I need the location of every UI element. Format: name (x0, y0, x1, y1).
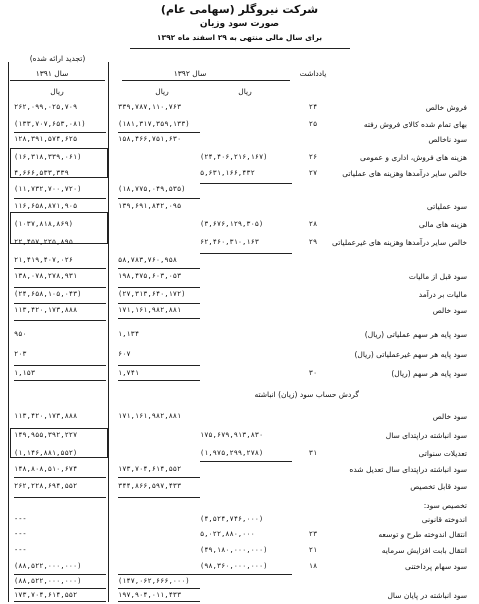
subtotal-rule (14, 601, 106, 602)
row-value-prior: (۱,۱۴۶,۸۸۱,۵۵۲) (14, 449, 78, 457)
subtotal-rule (118, 287, 200, 288)
row-note: ۲۷ (308, 169, 318, 177)
subtotal-rule (14, 268, 106, 269)
subtotal-rule (14, 132, 106, 133)
row-value-prior: (۸۸,۵۲۲,۰۰۰,۰۰۰) (14, 562, 82, 570)
column-divider (108, 62, 109, 602)
row-note: ۲۵ (308, 120, 318, 128)
row-label: خالص سایر درآمدها وهزینه های غیرعملیاتی (331, 238, 467, 247)
row-label: سود انباشته در پایان سال (387, 591, 467, 600)
note-column-header: یادداشت (299, 69, 327, 78)
row-note: ۲۸ (308, 220, 318, 228)
subtotal-rule (200, 253, 292, 254)
row-label: تعدیلات سنواتی (418, 449, 467, 458)
row-value-current: ۱۹۷,۹۰۴,۰۱۱,۴۳۳ (118, 591, 182, 599)
subtotal-rule (200, 461, 292, 462)
row-note: ۲۱ (308, 546, 318, 554)
subtotal-rule (14, 365, 106, 366)
row-value-detail: (۹۸,۳۶۰,۰۰۰,۰۰۰) (200, 562, 268, 570)
subtotal-rule (118, 477, 200, 478)
subtotal-rule (118, 303, 200, 304)
row-value-prior: --- (14, 530, 27, 538)
row-label: هزینه های فروش، اداری و عمومی (360, 153, 467, 162)
subtotal-rule (118, 318, 200, 319)
subtotal-rule (118, 198, 200, 199)
year-prior-header: سال ۱۳۹۱ (35, 69, 69, 78)
row-value-current: (۲۷,۳۱۳,۶۴۰,۱۷۲) (118, 290, 186, 298)
row-value-current: ۳۳۹,۷۸۷,۱۱۰,۷۶۳ (118, 103, 182, 111)
subtotal-rule (200, 574, 292, 575)
row-label: سود پایه هر سهم (ریال) (391, 369, 467, 378)
subtotal-rule (118, 268, 200, 269)
row-value-prior: ۱۱۳,۴۲۰,۱۷۳,۸۸۸ (14, 306, 78, 314)
subtotal-rule (14, 303, 106, 304)
row-label: سود پایه هر سهم غیرعملیاتی (ریال) (354, 350, 467, 359)
row-note: ۲۴ (308, 103, 318, 111)
row-value-current: ۱۹۸,۴۷۵,۶۰۳,۰۵۳ (118, 272, 182, 280)
row-value-prior: (۱۱,۷۳۲,۷۰۰,۷۲۰) (14, 185, 82, 193)
row-value-current: (۱۸,۷۷۵,۰۴۹,۵۳۵) (118, 185, 186, 193)
row-note: ۱۸ (308, 562, 318, 570)
subtotal-rule (118, 365, 200, 366)
row-label: سود قبل از مالیات (408, 272, 467, 281)
subtotal-rule (118, 574, 200, 575)
row-label: خالص سایر درآمدها وهزینه های عملیاتی (342, 169, 467, 178)
row-value-prior: ۱۴۸,۸۰۸,۵۱۰,۶۷۴ (14, 465, 78, 473)
row-label: سود قابل تخصیص (410, 482, 467, 491)
subtotal-rule (14, 287, 106, 288)
subtotal-rule (14, 380, 106, 381)
row-value-prior: ۱۱۳,۴۲۰,۱۷۳,۸۸۸ (14, 412, 78, 420)
subtotal-rule (14, 497, 106, 498)
subtotal-rule (200, 183, 292, 184)
subtotal-rule (118, 497, 200, 498)
row-label: سود ناخالص (428, 135, 467, 144)
row-value-prior: (۸۸,۵۲۲,۰۰۰,۰۰۰) (14, 577, 82, 585)
row-note: ۳۰ (308, 369, 318, 377)
row-label: مالیات بر درآمد (418, 290, 467, 299)
row-value-current: ۱۳۹,۶۹۱,۸۴۲,۰۹۵ (118, 202, 182, 210)
row-value-current: ۵۸,۷۸۳,۷۶۰,۹۵۸ (118, 256, 178, 264)
company-title: شرکت نیروگلر (سهامی عام) (160, 3, 319, 16)
statement-title: صورت سود وزیان (199, 19, 280, 29)
row-value-current: ۳۴۴,۸۶۶,۵۹۷,۴۳۳ (118, 482, 182, 490)
row-value-current: ۱,۱۳۴ (118, 330, 140, 338)
row-value-prior: ۱,۱۵۳ (14, 369, 36, 377)
row-value-prior: (۱۰۳۷,۸۱۸,۸۶۹) (14, 220, 74, 228)
row-value-prior: --- (14, 546, 27, 554)
row-value-prior: ۲۶۲,۰۹۹,۰۲۵,۷۰۹ (14, 103, 78, 111)
row-value-prior: ۲۱,۴۱۹,۴۰۷,۰۲۶ (14, 256, 74, 264)
row-value-current: (۱۸۱,۳۱۷,۳۵۹,۱۳۳) (118, 120, 190, 128)
period-subtitle: برای سال مالی منتهی به ۲۹ اسفند ماه ۱۳۹۲ (156, 33, 323, 42)
row-value-prior: --- (14, 515, 27, 523)
row-value-current: ۶۰۷ (118, 350, 131, 358)
row-value-detail: ۱۷۵,۶۷۹,۹۱۳,۸۳۰ (200, 431, 264, 439)
row-value-prior: (۱۳۳,۷۰۷,۶۵۳,۰۸۱) (14, 120, 86, 128)
row-value-current: ۱۷۱,۱۶۱,۹۸۲,۸۸۱ (118, 412, 182, 420)
row-value-current: ۱,۷۴۱ (118, 369, 140, 377)
row-value-current: (۱۴۷,۰۶۲,۶۶۶,۰۰۰) (118, 577, 190, 585)
row-note: ۲۳ (308, 530, 318, 538)
row-value-current: ۱۷۳,۷۰۴,۶۱۴,۵۵۲ (118, 465, 182, 473)
row-value-prior: ۲۶۲,۲۲۸,۶۹۴,۵۵۲ (14, 482, 78, 490)
row-label: سود انباشته دراپتدای سال تعدیل شده (349, 465, 467, 474)
row-value-prior: ۲۲,۴۵۷,۲۲۵,۸۹۵ (14, 238, 74, 246)
currency-label-c2: ریال (155, 87, 169, 96)
restated-note: (تجدید ارائه شده) (29, 54, 86, 63)
currency-label-c3: ریال (50, 87, 64, 96)
subtotal-rule (118, 380, 200, 381)
row-note: ۲۶ (308, 153, 318, 161)
row-label: سود خالص (432, 412, 467, 421)
row-value-current: ۱۷۱,۱۶۱,۹۸۲,۸۸۱ (118, 306, 182, 314)
header-rule (130, 48, 350, 49)
row-label: انتقال اندوخته طرح و توسعه (378, 530, 467, 539)
row-label: سود عملیاتی (426, 202, 467, 211)
row-label: فروش خالص (425, 103, 467, 112)
row-value-detail: ۵,۰۲۲,۸۸۰,۰۰۰ (200, 530, 255, 538)
row-value-detail: (۱,۹۷۵,۲۹۹,۲۷۸) (200, 449, 264, 457)
row-value-prior: (۱۶,۳۱۸,۳۳۹,۰۶۱) (14, 153, 82, 161)
row-value-detail: (۳,۶۷۶,۱۲۹,۳۰۵) (200, 220, 264, 228)
row-value-detail: (۴,۵۲۴,۷۴۶,۰۰۰) (200, 515, 264, 523)
year-current-header: سال ۱۳۹۲ (173, 69, 207, 78)
row-note: ۲۹ (308, 238, 318, 246)
row-value-current: ۱۵۸,۴۶۶,۷۵۱,۶۳۰ (118, 135, 182, 143)
row-label: سود سهام پرداختنی (405, 562, 467, 571)
subtotal-rule (14, 574, 106, 575)
row-label: اندوخته قانونی (421, 515, 467, 524)
row-value-detail: (۴۹,۱۸۰,۰۰۰,۰۰۰) (200, 546, 268, 554)
year-current-rule (122, 80, 290, 81)
row-value-prior: ۱۲۸,۳۹۱,۵۷۴,۶۲۵ (14, 135, 78, 143)
row-value-prior: ۱۷۳,۷۰۴,۶۱۴,۵۵۲ (14, 591, 78, 599)
row-value-prior: (۲۴,۶۵۸,۱۰۵,۰۴۳) (14, 290, 82, 298)
currency-label-c1: ریال (238, 87, 252, 96)
row-label: گردش حساب سود (زیان) انباشته (254, 390, 359, 399)
row-label: هزینه های مالی (418, 220, 467, 229)
row-value-prior: ۱۱۶,۶۵۸,۸۷۱,۹۰۵ (14, 202, 78, 210)
subtotal-rule (14, 320, 106, 321)
row-value-prior: ۹۵۰ (14, 330, 27, 338)
subtotal-rule (118, 588, 200, 589)
left-border (8, 62, 9, 602)
row-label: بهای تمام شده کالای فروش رفته (363, 120, 467, 129)
row-label: سود پایه هر سهم عملیاتی (ریال) (364, 330, 467, 339)
subtotal-rule (118, 601, 200, 602)
subtotal-rule (118, 132, 200, 133)
subtotal-rule (14, 477, 106, 478)
row-value-prior: ۴,۶۶۶,۵۳۳,۳۳۹ (14, 169, 69, 177)
row-note: ۳۱ (308, 449, 318, 457)
row-value-prior: ۲۰۳ (14, 350, 27, 358)
row-label: انتقال بابت افزایش سرمایه (381, 546, 467, 555)
row-label: سود انباشته دراپتدای سال (385, 431, 467, 440)
year-prior-rule (10, 80, 105, 81)
row-value-detail: ۵,۶۳۱,۱۶۶,۴۳۲ (200, 169, 255, 177)
row-label: سود خالص (432, 306, 467, 315)
row-value-detail: (۲۴,۴۰۶,۲۱۶,۱۶۷) (200, 153, 268, 161)
subtotal-rule (14, 588, 106, 589)
row-value-prior: ۱۳۸,۰۷۸,۲۷۸,۹۳۱ (14, 272, 78, 280)
row-value-detail: ۶۲,۴۶۰,۳۱۰,۱۶۳ (200, 238, 260, 246)
row-label: تخصیص سود: (423, 501, 467, 510)
row-value-prior: ۱۴۹,۹۵۵,۳۹۲,۲۲۷ (14, 431, 78, 439)
subtotal-rule (14, 198, 106, 199)
